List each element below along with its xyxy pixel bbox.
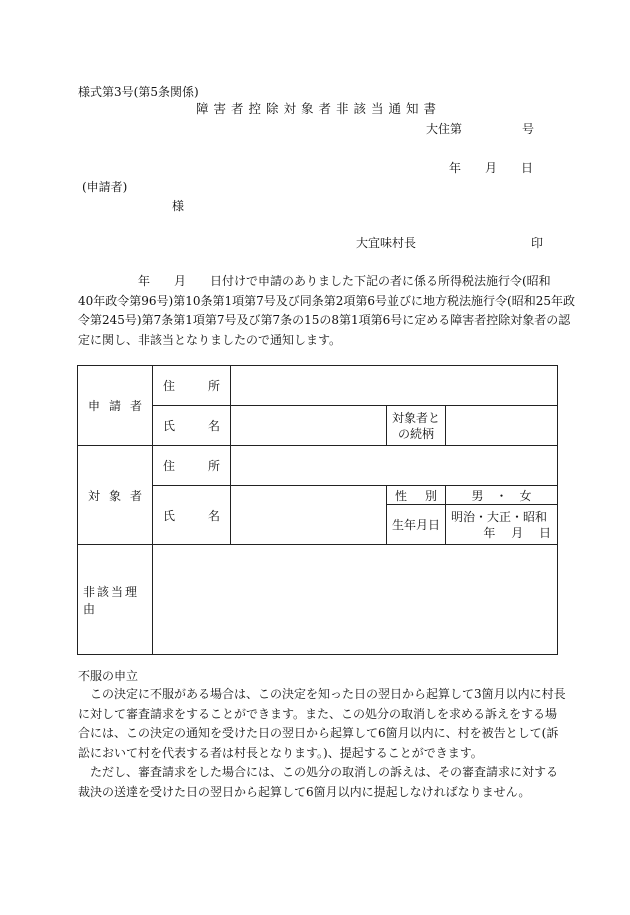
birthdate-value[interactable]: 明治・大正・昭和 年 月 日 [446, 505, 558, 545]
body-line: 年 月 日付けで申請のありました下記の者に係る所得税法施行令(昭和 [78, 274, 551, 288]
appeal-line: 裁決の送達を受けた日の翌日から起算して6箇月以内に提起しなければなりません。 [78, 784, 531, 799]
relation-label: 対象者と の続柄 [387, 406, 446, 446]
applicant-label: (申請者) [82, 180, 128, 194]
applicant-name-label: 氏 名 [153, 406, 231, 446]
subject-header: 対 象 者 [78, 446, 153, 545]
seal-mark: 印 [531, 236, 544, 250]
body-line: 令第245号)第7条第1項第7号及び第7条の15の8第1項第6号に定める障害者控除対象者の認 [78, 313, 571, 328]
birthdate-label: 生年月日 [387, 505, 446, 545]
appeal-line: この決定に不服がある場合は、この決定を知った日の翌日から起算して3箇月以内に村長 [78, 687, 566, 701]
form-number: 様式第3号(第5条関係) [78, 85, 199, 99]
document-title: 障害者控除対象者非該当通知書 [196, 101, 442, 116]
appeal-paragraph [78, 685, 566, 803]
appeal-line: 合には、この決定の通知を受けた日の翌日から起算して6箇月以内に、村を被告として(訴 [78, 726, 559, 741]
subject-name-field[interactable] [231, 486, 387, 545]
body-line: 40年政令第96号)第10条第1項第7号及び同条第2項第6号並びに地方税法施行令(昭和25年政 [78, 293, 575, 308]
gender-value[interactable]: 男 ・ 女 [446, 486, 558, 505]
applicant-address-label: 住 所 [153, 366, 231, 406]
body-paragraph [78, 272, 575, 350]
appeal-line: ただし、審査請求をした場合には、この処分の取消しの訴えは、その審査請求に対する [78, 765, 559, 780]
applicant-header: 申 請 者 [78, 366, 153, 446]
appeal-line: に対して審査請求をすることができます。また、この処分の取消しを求める訴えをする場 [78, 706, 558, 721]
relation-field[interactable] [446, 406, 558, 446]
gender-label: 性 別 [387, 486, 446, 505]
body-line: 定に関し、非該当となりましたので通知します。 [78, 332, 342, 347]
document-number: 大住第 号 [426, 122, 535, 136]
reason-label: 非該当理由 [78, 545, 153, 655]
subject-name-label: 氏 名 [153, 486, 231, 545]
applicant-name-field[interactable] [231, 406, 387, 446]
applicant-address-field[interactable] [231, 366, 558, 406]
subject-address-field[interactable] [231, 446, 558, 486]
reason-field[interactable] [153, 545, 558, 655]
form-table [77, 365, 558, 655]
issuer-name: 大宜味村長 [356, 236, 417, 250]
issue-date: 年 月 日 [449, 161, 534, 175]
appeal-heading: 不服の申立 [78, 669, 139, 683]
subject-address-label: 住 所 [153, 446, 231, 486]
appeal-line: 訟において村を代表する者は村長となります。)、提起することができます。 [78, 745, 483, 760]
honorific-sama: 様 [172, 199, 185, 213]
